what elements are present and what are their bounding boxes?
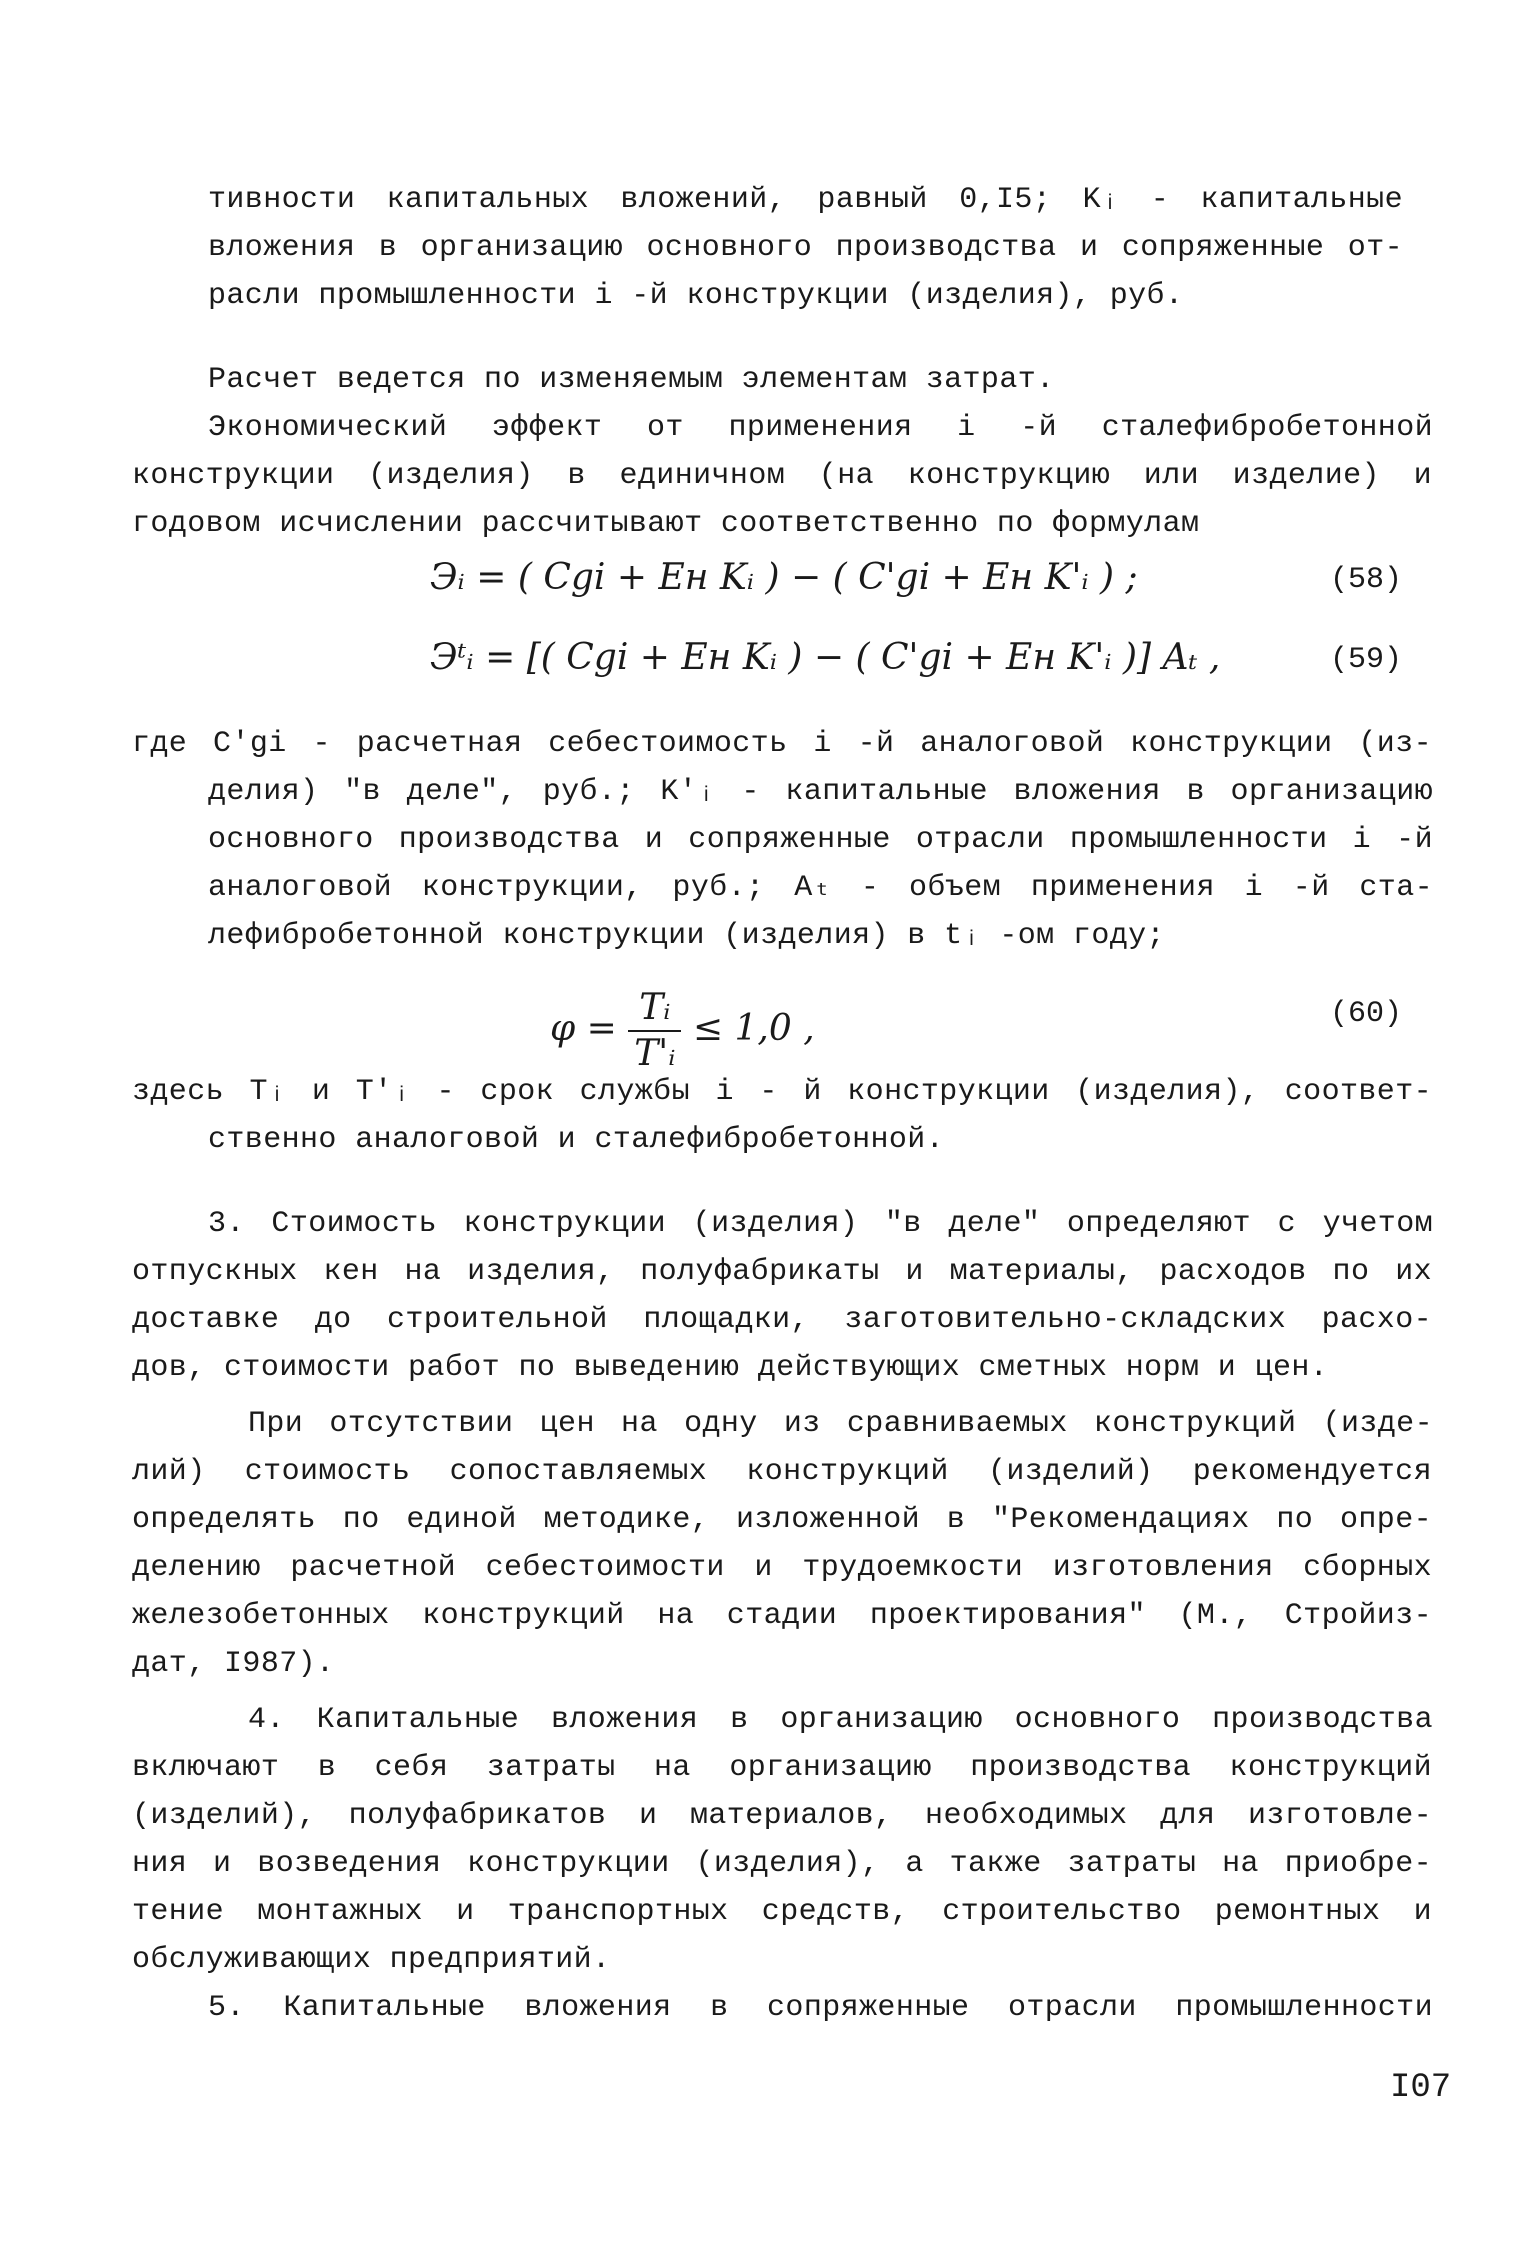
formula-60-fraction xyxy=(628,986,681,1076)
text-line: 3. Стоимость конструкции (изделия) "в деле" определяют с учетом xyxy=(208,1207,1433,1241)
text-line: основного производства и сопряженные отрасли промышленности i -й xyxy=(208,823,1433,857)
text-line: дат, I987). xyxy=(132,1647,335,1681)
text-line: включают в себя затраты на организацию производства конструкций xyxy=(132,1751,1432,1785)
text-line: доставке до строительной площадки, заготовительно-складских расхо- xyxy=(132,1303,1432,1337)
text-line: (изделий), полуфабрикатов и материалов, необходимых для изготовле- xyxy=(132,1799,1432,1833)
text-line: железобетонных конструкций на стадии проектирования" (М., Стройиз- xyxy=(132,1599,1432,1633)
text-line: ственно аналоговой и сталефибробетонной. xyxy=(208,1123,945,1157)
text-line: тивности капитальных вложений, равный 0,I5; Kᵢ - капитальные xyxy=(208,183,1403,217)
page-number: I07 xyxy=(1390,2069,1452,2107)
text-line: отпускных кен на изделия, полуфабрикаты и материалы, расходов по их xyxy=(132,1255,1432,1289)
text-line: обслуживающих предприятий. xyxy=(132,1943,611,1977)
text-line: где C'gi - расчетная себестоимость i -й аналоговой конструкции (из- xyxy=(132,727,1432,761)
text-line: делению расчетной себестоимости и трудоемкости изготовления сборных xyxy=(132,1551,1432,1585)
formula-59: Эᵗᵢ = [( Cgi + Eн Kᵢ ) − ( C'gi + Eн K'ᵢ )] Aₜ , xyxy=(430,637,1221,678)
equation-number-58: (58) xyxy=(1330,563,1403,597)
text-line: годовом исчислении рассчитывают соответственно по формулам xyxy=(132,507,1200,541)
equation-number-60: (60) xyxy=(1330,997,1403,1031)
text-line: делия) "в деле", руб.; K'ᵢ - капитальные вложения в организацию xyxy=(208,775,1433,809)
text-line: здесь Tᵢ и T'ᵢ - срок службы i - й конструкции (изделия), соответ- xyxy=(132,1075,1432,1109)
text-line: тение монтажных и транспортных средств, строительство ремонтных и xyxy=(132,1895,1432,1929)
formula-60 xyxy=(550,986,815,1076)
formula-60-denominator: T'ᵢ xyxy=(634,1033,676,1074)
text-line: определять по единой методике, изложенной в "Рекомендациях по опре- xyxy=(132,1503,1432,1537)
text-line: аналоговой конструкции, руб.; Aₜ - объем применения i -й ста- xyxy=(208,871,1433,905)
text-line: лефибробетонной конструкции (изделия) в tᵢ -ом году; xyxy=(208,919,1165,953)
formula-58: Эᵢ = ( Cgi + Eн Kᵢ ) − ( C'gi + Eн K'ᵢ ) ; xyxy=(430,557,1138,598)
text-line: Расчет ведется по изменяемым элементам затрат. xyxy=(208,363,1055,397)
formula-60-rhs: ≤ 1,0 , xyxy=(692,1008,815,1049)
formula-60-lhs: φ = xyxy=(550,1008,617,1049)
text-line: вложения в организацию основного производства и сопряженные от- xyxy=(208,231,1403,265)
formula-60-numerator: Tᵢ xyxy=(628,986,681,1032)
text-line: дов, стоимости работ по выведению действующих сметных норм и цен. xyxy=(132,1351,1329,1385)
text-line: расли промышленности i -й конструкции (изделия), руб. xyxy=(208,279,1184,313)
text-line: ния и возведения конструкции (изделия), а также затраты на приобре- xyxy=(132,1847,1432,1881)
text-line: конструкции (изделия) в единичном (на конструкцию или изделие) и xyxy=(132,459,1432,493)
text-line: Экономический эффект от применения i -й сталефибробетонной xyxy=(208,411,1433,445)
text-line: 5. Капитальные вложения в сопряженные отрасли промышленности xyxy=(208,1991,1433,2025)
text-line: лий) стоимость сопоставляемых конструкций (изделий) рекомендуется xyxy=(132,1455,1432,1489)
equation-number-59: (59) xyxy=(1330,643,1403,677)
text-line: 4. Капитальные вложения в организацию основного производства xyxy=(248,1703,1433,1737)
text-line: При отсутствии цен на одну из сравниваемых конструкций (изде- xyxy=(248,1407,1433,1441)
